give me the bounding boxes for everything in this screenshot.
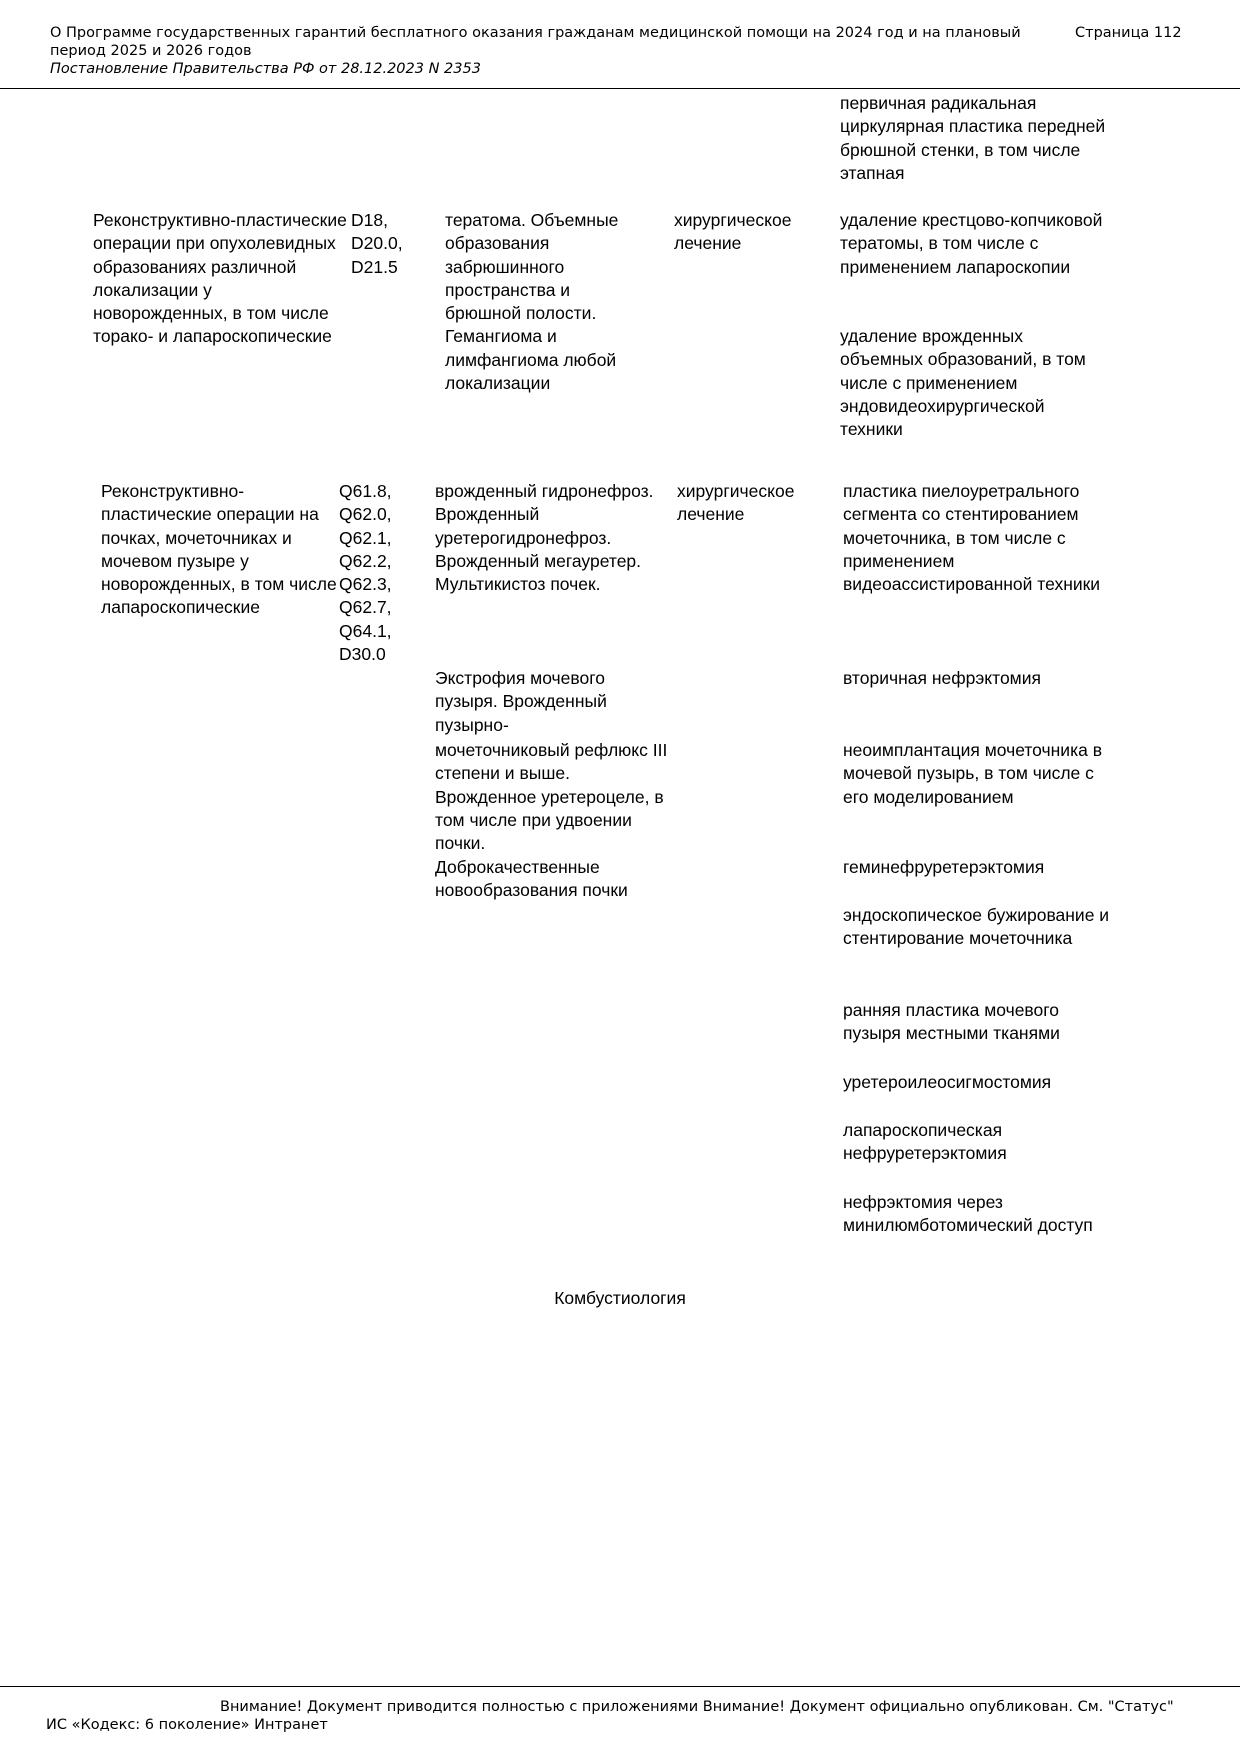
row1-name: Реконструктивно-пластические операции при опухолевидных образованиях различной локализации у новорожденных, в том числе торако- и лапароскопические xyxy=(93,210,347,347)
row1-method-1: удаление крестцово-копчиковой тератомы, в том числе с применением лапароскопии xyxy=(840,210,1103,277)
footer-system: ИС «Кодекс: 6 поколение» Интранет xyxy=(46,1717,328,1733)
row2-diagnosis-4: Доброкачественные новообразования почки xyxy=(435,857,628,901)
row2-method-8: лапароскопическая нефруретерэктомия xyxy=(843,1120,1007,1164)
row2-method-1: пластика пиелоуретрального сегмента со стентированием мочеточника, в том числе с применением видеоассистированной техники xyxy=(843,481,1101,595)
header-divider xyxy=(0,88,1240,89)
document-title: О Программе государственных гарантий бесплатного оказания гражданам медицинской помощи на 2024 год и на плановый период 2025 и 2026 годов xyxy=(50,25,1021,59)
row2-method-7: уретероилеосигмостомия xyxy=(843,1072,1052,1092)
continued-method: первичная радикальная циркулярная пластика передней брюшной стенки, в том числе этапная xyxy=(840,93,1106,183)
row1-codes: D18, D20.0, D21.5 xyxy=(351,210,403,277)
row2-treatment: хирургическое лечение xyxy=(677,481,795,525)
row2-diagnosis-2: Экстрофия мочевого пузыря. Врожденный пузырно- xyxy=(435,668,607,735)
row2-codes: Q61.8, Q62.0, Q62.1, Q62.2, Q62.3, Q62.7, Q64.1, D30.0 xyxy=(339,481,392,665)
row2-method-2: вторичная нефрэктомия xyxy=(843,668,1041,688)
row2-diagnosis-1: врожденный гидронефроз. Врожденный уретерогидронефроз. Врожденный мегауретер. Мультикистоз почек. xyxy=(435,481,654,595)
footer-divider xyxy=(0,1686,1240,1687)
row1-treatment: хирургическое лечение xyxy=(674,210,792,254)
row2-diagnosis-3: мочеточниковый рефлюкс III степени и выше. Врожденное уретероцеле, в том числе при удвоении почки. xyxy=(435,740,668,854)
row1-method-2: удаление врожденных объемных образований, в том числе с применением эндовидеохирургической техники xyxy=(840,326,1086,440)
row1-diagnosis: тератома. Объемные образования забрюшинного пространства и брюшной полости. Гемангиома и лимфангиома любой локализации xyxy=(445,210,619,394)
row2-method-9: нефрэктомия через минилюмботомический доступ xyxy=(843,1192,1093,1236)
document-subtitle: Постановление Правительства РФ от 28.12.2023 N 2353 xyxy=(50,61,481,77)
row2-name: Реконструктивно-пластические операции на почках, мочеточниках и мочевом пузыре у новорожденных, в том числе лапароскопические xyxy=(101,481,337,618)
row2-method-6: ранняя пластика мочевого пузыря местными тканями xyxy=(843,1000,1060,1044)
row2-method-4: геминефруретерэктомия xyxy=(843,857,1045,877)
row2-method-5: эндоскопическое бужирование и стентирование мочеточника xyxy=(843,905,1110,949)
section-heading: Комбустиология xyxy=(554,1288,686,1308)
page-number: Страница 112 xyxy=(1075,25,1182,41)
footer-notice: Внимание! Документ приводится полностью с приложениями Внимание! Документ официально опубликован. См. "Статус" xyxy=(220,1699,1174,1715)
row2-method-3: неоимплантация мочеточника в мочевой пузырь, в том числе с его моделированием xyxy=(843,740,1103,807)
document-header xyxy=(50,24,1050,78)
